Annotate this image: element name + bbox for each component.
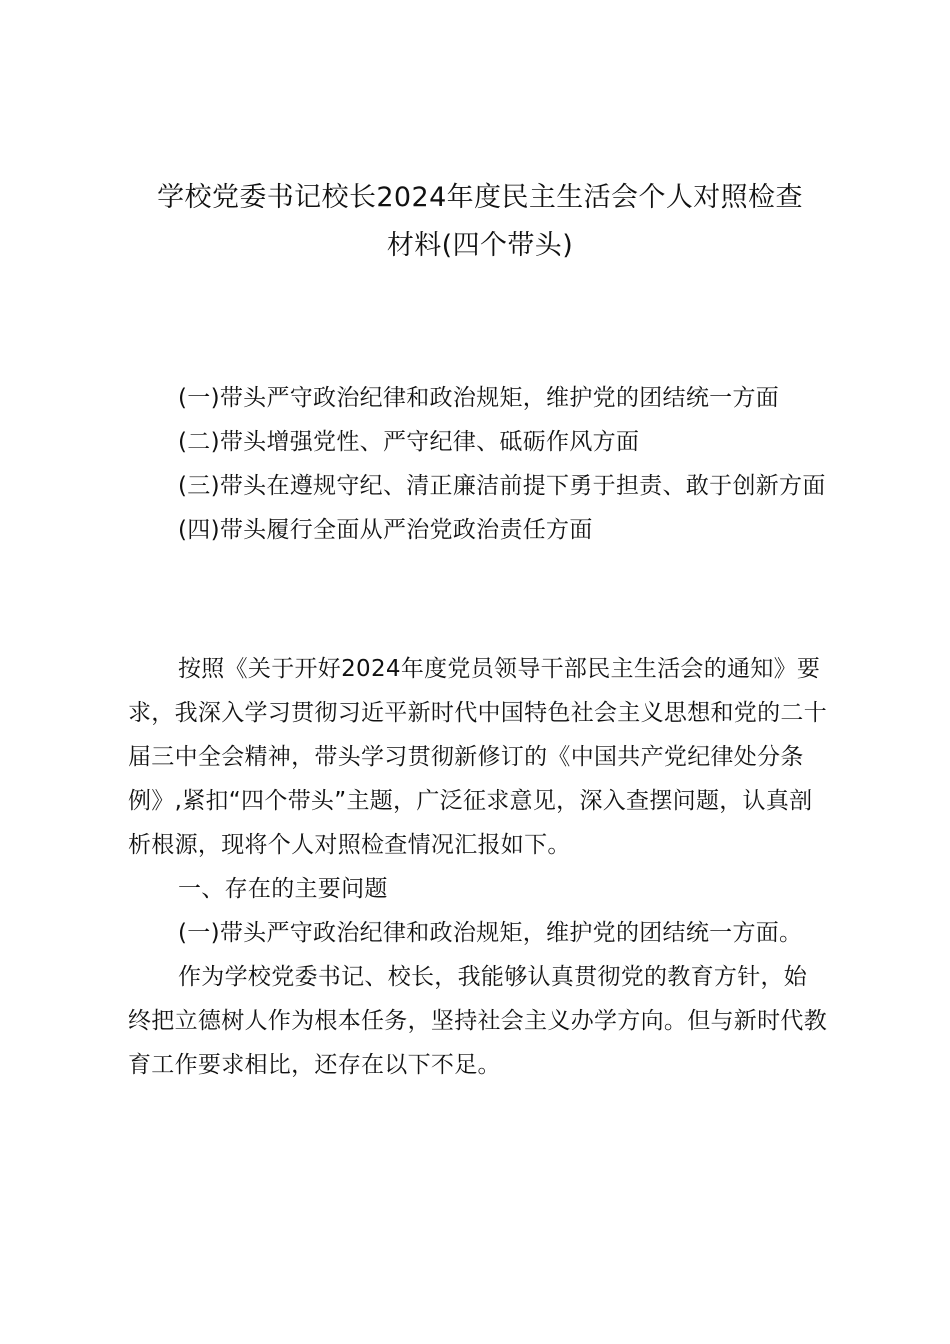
document-title	[120, 174, 840, 270]
section-heading: 一、存在的主要问题	[178, 876, 388, 902]
outline-list	[128, 376, 828, 552]
document-body	[128, 647, 828, 1087]
outline-item-3: (三)带头在遵规守纪、清正廉洁前提下勇于担责、敢于创新方面	[178, 473, 826, 499]
title-line-2: 材料(四个带头)	[386, 230, 574, 261]
outline-item-4: (四)带头履行全面从严治党政治责任方面	[178, 517, 593, 543]
body-paragraph: 作为学校党委书记、校长，我能够认真贯彻党的教育方针，始终把立德树人作为根本任务，坚持社会主义办学方向。但与新时代教育工作要求相比，还存在以下不足。	[128, 964, 827, 1078]
intro-paragraph: 按照《关于开好2024年度党员领导干部民主生活会的通知》要求，我深入学习贯彻习近平新时代中国特色社会主义思想和党的二十届三中全会精神，带头学习贯彻新修订的《中国共产党纪律处分条例》,紧扣“四个带头”主题，广泛征求意见，深入查摆问题，认真剖析根源，现将个人对照检查情况汇报如下。	[128, 656, 827, 858]
outline-item-1: (一)带头严守政治纪律和政治规矩，维护党的团结统一方面	[178, 385, 780, 411]
subsection-heading: (一)带头严守政治纪律和政治规矩，维护党的团结统一方面。	[178, 920, 803, 946]
title-line-1: 学校党委书记校长2024年度民主生活会个人对照检查	[157, 182, 803, 213]
outline-item-2: (二)带头增强党性、严守纪律、砥砺作风方面	[178, 429, 640, 455]
